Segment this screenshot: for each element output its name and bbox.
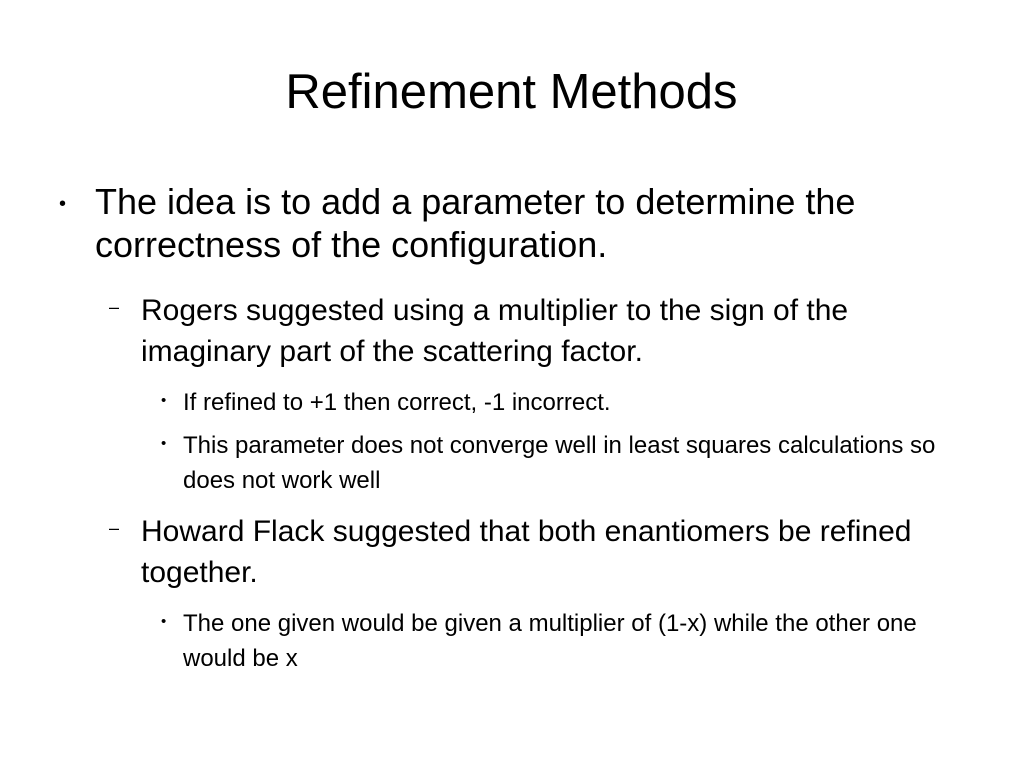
bullet-level3-item (161, 385, 973, 420)
bullet-text: Rogers suggested using a multiplier to the sign of the imaginary part of the scattering factor. (141, 294, 849, 368)
bullet-text: The one given would be given a multiplier of (1-x) while the other one would be x (183, 610, 917, 672)
slide-title: Refinement Methods (285, 65, 738, 119)
bullet-dot-icon: • (161, 613, 167, 630)
bullet-dot-icon: • (161, 392, 167, 409)
bullet-dash-icon: – (109, 297, 120, 317)
bullet-level3-item (161, 606, 973, 676)
bullet-level2-item (109, 511, 971, 593)
bullet-text: If refined to +1 then correct, -1 incorrect. (183, 389, 611, 416)
bullet-text: The idea is to add a parameter to determine the correctness of the configuration. (95, 181, 856, 265)
bullet-text: Howard Flack suggested that both enantiomers be refined together. (141, 515, 912, 589)
bullet-dot-icon: • (59, 193, 67, 215)
bullet-dot-icon: • (161, 435, 167, 452)
bullet-text: This parameter does not converge well in least squares calculations so does not work well (183, 432, 936, 494)
bullet-level3-item (161, 428, 973, 498)
bullet-dash-icon: – (109, 518, 120, 538)
bullet-level1-item (59, 180, 975, 266)
bullet-level2-item (109, 290, 961, 372)
